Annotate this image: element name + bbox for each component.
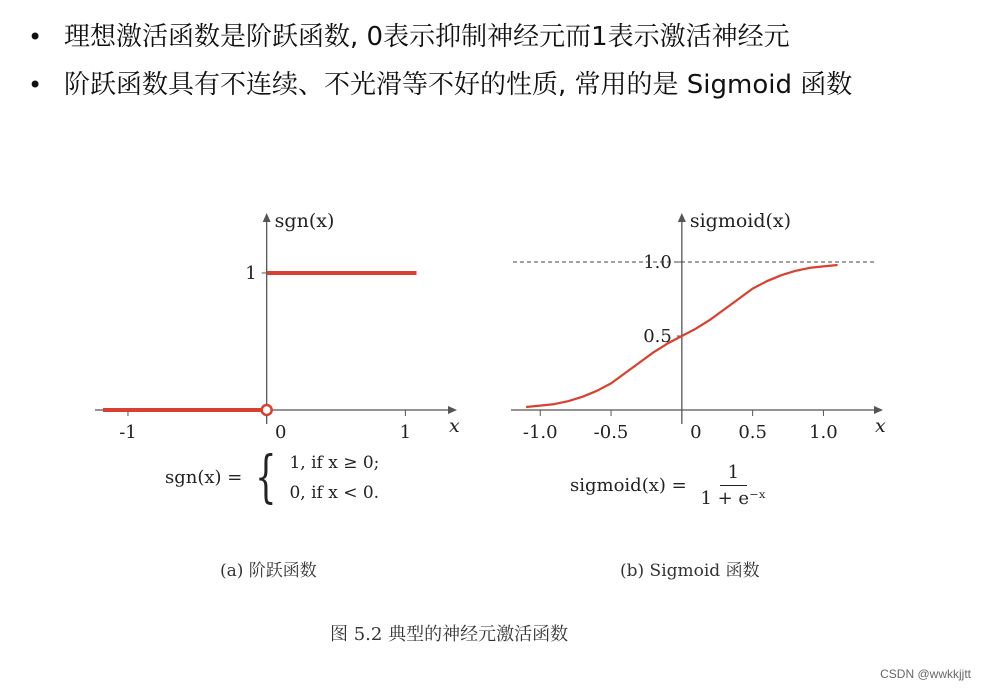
watermark: CSDN @wwkkjjtt	[880, 667, 971, 681]
x-tick-label: 0.5	[738, 422, 767, 443]
y-tick-label: 0.5	[643, 326, 672, 347]
formula-fraction	[692, 462, 774, 509]
x-axis-arrow	[448, 406, 457, 414]
y-tick-label: 1.0	[643, 252, 672, 273]
y-axis-label: sigmoid(x)	[689, 210, 792, 232]
sigmoid-chart	[505, 205, 905, 445]
y-axis-arrow	[678, 213, 686, 222]
x-axis-label: x	[449, 415, 460, 437]
subcaption-a: (a) 阶跃函数	[220, 561, 317, 581]
bullet-item	[28, 66, 968, 104]
y-axis-arrow	[263, 213, 271, 222]
x-tick-label: -0.5	[593, 422, 629, 443]
bullet-dot: •	[28, 23, 43, 51]
formula-sgn	[165, 445, 380, 510]
x-tick-label: 0	[690, 422, 702, 443]
x-axis-label: x	[875, 415, 886, 437]
bullet-list	[28, 18, 968, 114]
formula-case-1: 1, if x ≥ 0;	[289, 453, 380, 473]
y-axis-label: sgn(x)	[274, 210, 335, 232]
x-axis-arrow	[874, 406, 883, 414]
bullet-text: 理想激活函数是阶跃函数, 0表示抑制神经元而1表示激活神经元	[64, 22, 790, 52]
bullet-text: 阶跃函数具有不连续、不光滑等不好的性质, 常用的是 Sigmoid 函数	[64, 70, 853, 100]
bullet-dot: •	[28, 71, 43, 99]
x-tick-label: 0	[274, 422, 287, 443]
step-function-chart	[95, 205, 475, 445]
formula-cases	[289, 448, 379, 508]
x-tick-label: -1	[119, 422, 137, 443]
formula-denominator: 1 + e⁻ˣ	[700, 488, 767, 509]
y-tick-label: 1	[245, 262, 257, 284]
figure-caption: 图 5.2 典型的神经元激活函数	[330, 624, 569, 645]
formula-sgn-lhs: sgn(x) =	[165, 467, 243, 488]
open-point	[262, 405, 272, 415]
formula-case-2: 0, if x < 0.	[289, 483, 380, 503]
x-tick-label: 1	[399, 422, 412, 443]
formula-brace: {	[255, 445, 277, 510]
formula-sigmoid	[570, 462, 774, 509]
formula-numerator: 1	[720, 462, 747, 486]
subcaption-b: (b) Sigmoid 函数	[620, 561, 760, 581]
formula-sigmoid-lhs: sigmoid(x) =	[570, 475, 687, 496]
x-tick-label: -1.0	[522, 422, 558, 443]
bullet-item	[28, 18, 968, 56]
x-tick-label: 1.0	[809, 422, 838, 443]
